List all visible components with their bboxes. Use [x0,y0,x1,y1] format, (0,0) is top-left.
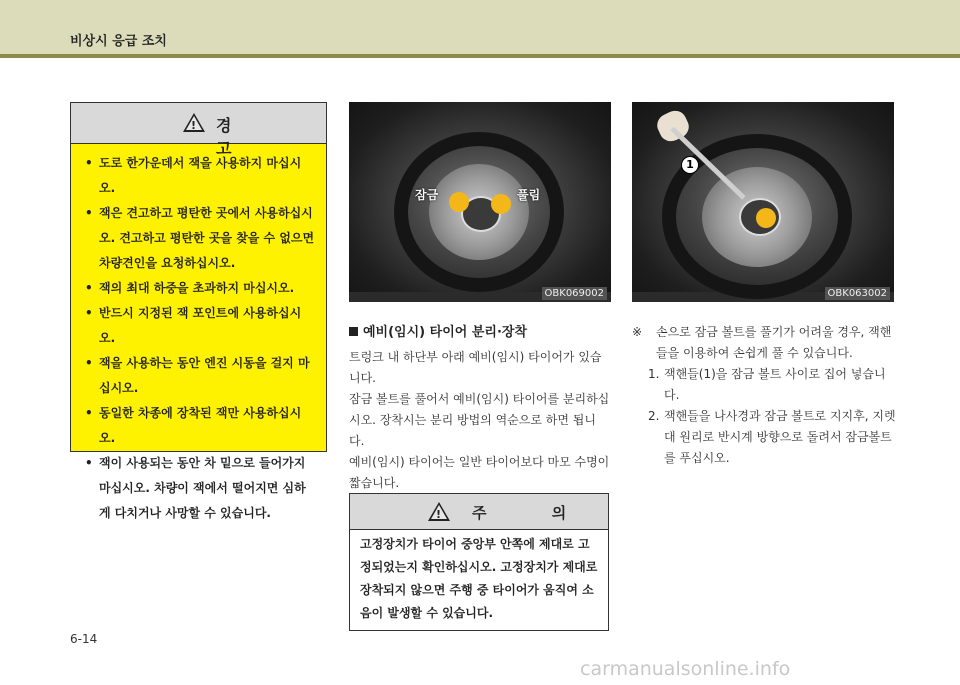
warning-item: • 반드시 지정된 잭 포인트에 사용하십시오. [85,301,317,351]
warning-item: • 잭은 견고하고 평탄한 곳에서 사용하십시오. 견고하고 평탄한 곳을 찾을 수 없으면 차량견인을 요청하십시오. [85,201,317,276]
warning-item: • 동일한 차종에 장착된 잭만 사용하십시오. [85,401,317,451]
square-bullet-icon [349,327,358,336]
page-number: 6-14 [70,632,98,646]
warning-list [85,151,317,526]
jack-handle-photo [632,102,894,302]
reference-mark-icon: ※ [632,325,643,339]
note-step: 2. 잭핸들을 나사경과 잠금 볼트로 지지후, 지렛대 원리로 반시계 방향으로 돌려서 잠금볼트를 푸십시오. [648,409,896,465]
lock-label: 잠금 [415,188,439,202]
warning-item: • 잭을 사용하는 동안 엔진 시동을 걸지 마십시오. [85,351,317,401]
header-rule [0,54,960,58]
caution-header [350,494,608,530]
warning-box [70,102,327,520]
counterclockwise-arrow-icon [756,208,776,228]
unlock-label: 풀림 [517,188,541,202]
warning-item: • 잭이 사용되는 동안 차 밑으로 들어가지 마십시오. 차량이 잭에서 떨어지면 심하게 다치거나 사망할 수 있습니다. [85,451,317,526]
section-paragraph: 예비(임시) 타이어는 일반 타이어보다 마모 수명이 짧습니다. [349,455,610,490]
exclamation-icon: ! [191,119,197,132]
section-paragraph: 트렁크 내 하단부 아래 예비(임시) 타이어가 있습니다. [349,350,602,385]
section-heading-text: 예비(임시) 타이어 분리·장착 [363,325,528,340]
note-item: ※ 손으로 잠금 볼트를 풀기가 어려울 경우, 잭핸들을 이용하여 손쉽게 풀 수 있습니다. [632,322,900,364]
warning-title: 경 고 [216,116,260,158]
figure-code: OBK069002 [542,287,607,300]
lock-arrow-icon [449,192,469,212]
warning-item: • 도로 한가운데서 잭을 사용하지 마십시오. [85,151,317,201]
spare-tire-photo [349,102,611,302]
section-paragraph: 잠금 볼트를 풀어서 예비(임시) 타이어를 분리하십시오. 장착시는 분리 방법의 역순으로 하면 됩니다. [349,392,610,448]
caution-text: 고정장치가 타이어 중앙부 안쪽에 제대로 고정되었는지 확인하십시오. 고정장치가 제대로 장착되지 않으면 주행 중 타이어가 움직여 소음이 발생할 수 있습니다. [360,537,598,620]
section-heading [349,321,527,340]
warning-item: • 잭의 최대 하중을 초과하지 마십시오. [85,276,317,301]
watermark: carmanualsonline.info [580,658,791,680]
exclamation-icon: ! [436,508,442,521]
warning-header [71,103,326,158]
callout-1: 1 [681,156,699,174]
caution-box [349,493,609,631]
note-list [632,322,900,469]
caution-title: 주 의 [472,504,597,522]
figure-code: OBK063002 [825,287,890,300]
section-title: 비상시 응급 조치 [70,34,167,49]
unlock-arrow-icon [491,194,511,214]
note-step: 1. 잭핸들(1)을 잠금 볼트 사이로 집어 넣습니다. [648,367,886,402]
